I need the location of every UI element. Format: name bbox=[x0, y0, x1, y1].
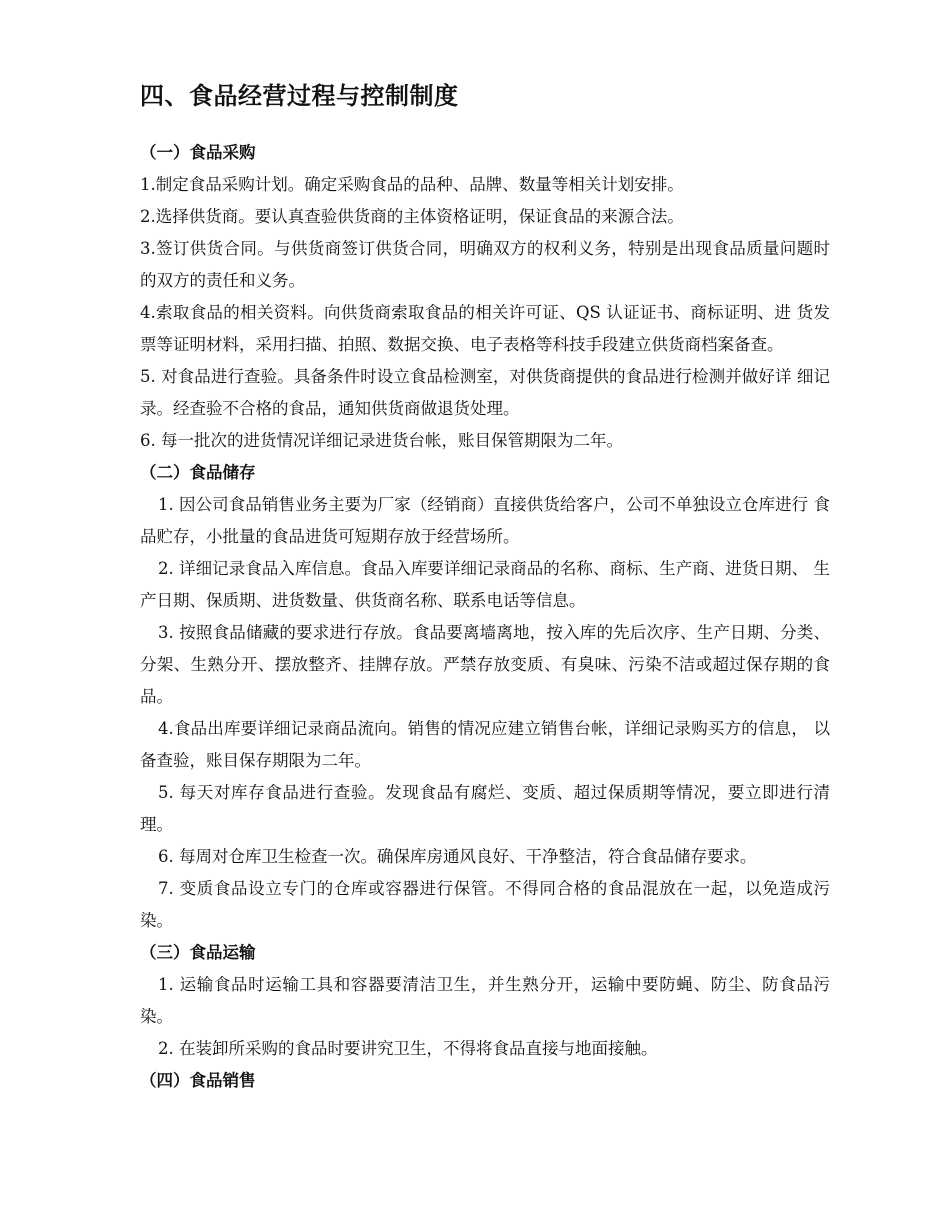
section-heading: （二）食品储存 bbox=[140, 463, 256, 482]
section-heading: （三）食品运输 bbox=[140, 943, 256, 962]
paragraph: 3. 按照食品储藏的要求进行存放。食品要离墙离地，按入库的先后次序、生产日期、分类、 分架、生熟分开、摆放整齐、挂牌存放。严禁存放变质、有臭味、污染不洁或超过保存期的食品。 bbox=[140, 623, 830, 706]
paragraph: 5. 对食品进行查验。具备条件时设立食品检测室，对供货商提供的食品进行检测并做好详 细记录。经查验不合格的食品，通知供货商做退货处理。 bbox=[140, 367, 830, 418]
section-heading: （四）食品销售 bbox=[140, 1071, 256, 1090]
section-storage bbox=[140, 457, 830, 937]
paragraph: 4.食品出库要详细记录商品流向。销售的情况应建立销售台帐，详细记录购买方的信息， 以备查验，账目保存期限为二年。 bbox=[140, 719, 830, 770]
document-title: 四、食品经营过程与控制制度 bbox=[140, 82, 459, 110]
section-procurement bbox=[140, 137, 830, 457]
paragraph: 2.选择供货商。要认真查验供货商的主体资格证明，保证食品的来源合法。 bbox=[140, 207, 684, 226]
paragraph: 2. 详细记录食品入库信息。食品入库要详细记录商品的名称、商标、生产商、进货日期、 生产日期、保质期、进货数量、供货商名称、联系电话等信息。 bbox=[140, 559, 830, 610]
paragraph: 1.制定食品采购计划。确定采购食品的品种、品牌、数量等相关计划安排。 bbox=[140, 175, 684, 194]
paragraph: 6. 每一批次的进货情况详细记录进货台帐，账目保管期限为二年。 bbox=[140, 431, 623, 450]
document-body bbox=[140, 137, 830, 1097]
paragraph: 3.签订供货合同。与供货商签订供货合同，明确双方的权利义务，特别是出现食品质量问题时的双方的责任和义务。 bbox=[140, 239, 830, 290]
paragraph: 1. 运输食品时运输工具和容器要清洁卫生，并生熟分开，运输中要防蝇、防尘、防食品污 染。 bbox=[140, 975, 830, 1026]
paragraph: 6. 每周对仓库卫生检查一次。确保库房通风良好、干净整洁，符合食品储存要求。 bbox=[158, 847, 757, 866]
section-heading: （一）食品采购 bbox=[140, 143, 256, 162]
paragraph: 1. 因公司食品销售业务主要为厂家（经销商）直接供货给客户，公司不单独设立仓库进行 食品贮存，小批量的食品进货可短期存放于经营场所。 bbox=[140, 495, 830, 546]
paragraph: 5. 每天对库存食品进行查验。发现食品有腐烂、变质、超过保质期等情况，要立即进行清 理。 bbox=[140, 783, 830, 834]
paragraph: 7. 变质食品设立专门的仓库或容器进行保管。不得同合格的食品混放在一起，以免造成污染。 bbox=[140, 879, 830, 930]
paragraph: 2. 在装卸所采购的食品时要讲究卫生，不得将食品直接与地面接触。 bbox=[158, 1039, 658, 1058]
section-transport bbox=[140, 937, 830, 1065]
paragraph: 4.索取食品的相关资料。向供货商索取食品的相关许可证、QS 认证证书、商标证明、进 货发票等证明材料，采用扫描、拍照、数据交换、电子表格等科技手段建立供货商档案备查。 bbox=[140, 303, 830, 354]
section-sales bbox=[140, 1065, 830, 1097]
